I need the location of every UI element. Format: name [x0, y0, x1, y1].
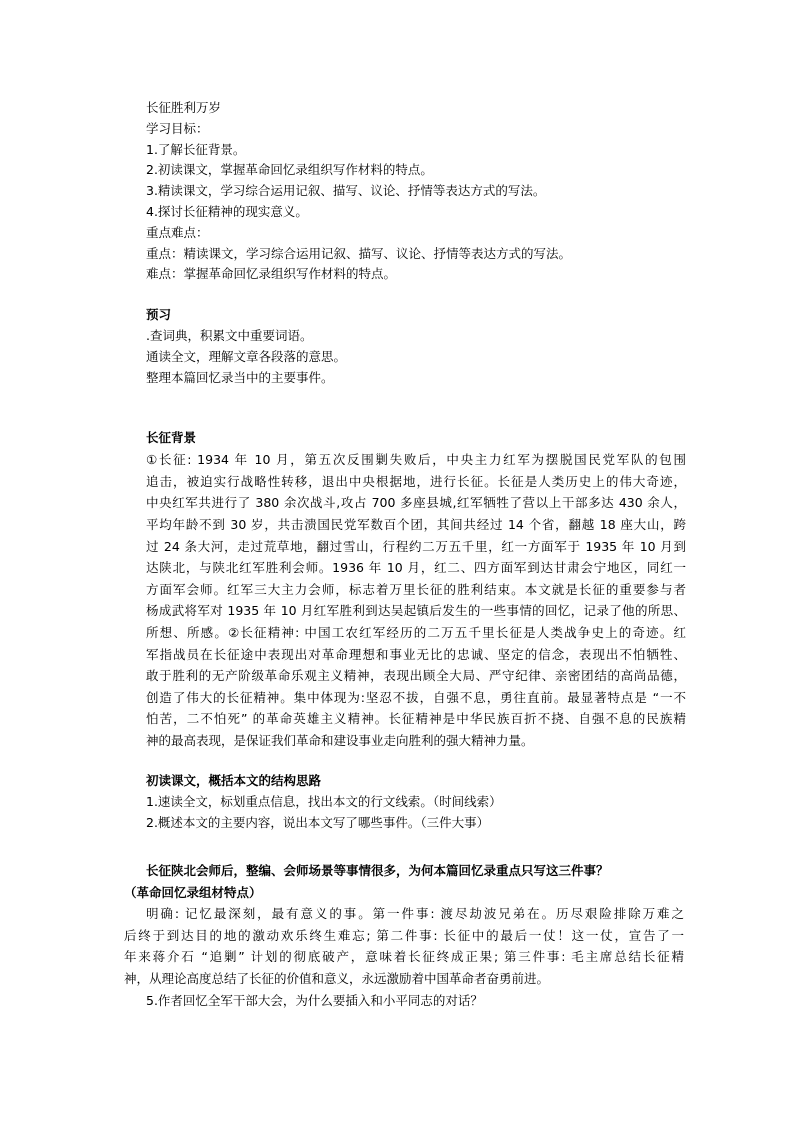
- objective-item: 2.初读课文，掌握革命回忆录组织写作材料的特点。: [146, 162, 433, 178]
- preview-item: 通读全文，理解文章各段落的意思。: [146, 348, 347, 364]
- key-points-heading: 重点难点：: [146, 224, 209, 240]
- background-line: 达陕北，与陕北红军胜利会师。1936 年 10 月，红二、四方面军到达甘肃会宁地区，同红一: [146, 560, 686, 576]
- objectives-heading: 学习目标：: [146, 120, 209, 136]
- answer-line: 年来蒋介石 “追剿” 计划的彻底破产，意味着长征终成正果; 第三件事: 毛主席总结长征精: [124, 949, 684, 965]
- answer-line: 明确: 记忆最深刻，最有意义的事。第一件事: 渡尽劫波兄弟在。历尽艰险排除万难之: [146, 906, 684, 922]
- key-point: 重点：精读课文，学习综合运用记叙、描写、议论、抒情等表达方式的写法。: [146, 245, 572, 261]
- background-line: 怕苦，二不怕死” 的革命英雄主义精神。长征精神是中华民族百折不挠、自强不息的民族精: [146, 711, 686, 727]
- answer-line: 后终于到达目的地的激动欢乐终生难忘; 第二件事: 长征中的最后一仗！这一仗，宣告了一: [124, 927, 684, 943]
- background-line: 杨成武将军对 1935 年 10 月红军胜利到达吴起镇后发生的一些事情的回忆，记录了他的所思、: [146, 603, 686, 619]
- objective-item: 1.了解长征背景。: [146, 141, 246, 157]
- question-heading: 长征陕北会师后，整编、会师场景等事情很多，为何本篇回忆录重点只写这三件事？: [146, 863, 609, 878]
- document-page: [146, 98, 686, 878]
- spacer: [146, 834, 686, 854]
- background-line: ①长征: 1934 年 10 月，第五次反围剿失败后，中央主力红军为摆脱国民党军队的包围: [146, 452, 686, 468]
- spacer: [146, 388, 686, 408]
- preview-item: 整理本篇回忆录当中的主要事件。: [146, 369, 334, 385]
- spacer: [146, 751, 686, 771]
- background-line: 创造了伟大的长征精神。集中体现为:坚忍不拔，自强不息，勇往直前。最显著特点是 “一不: [146, 689, 686, 705]
- reading-item: 2.概述本文的主要内容，说出本文写了哪些事件。（三件大事）: [146, 815, 490, 831]
- background-line: 中央红军共进行了 380 余次战斗,攻占 700 多座县城,红军牺牲了营以上干部多达 430 余人，: [146, 495, 686, 511]
- background-line: 所想、所感。②长征精神: 中国工农红军经历的二万五千里长征是人类战争史上的奇迹。红: [146, 624, 686, 640]
- background-line: 神的最高表现，是保证我们革命和建设事业走向胜利的强大精神力量。: [146, 732, 534, 748]
- background-line: 方面军会师。红军三大主力会师，标志着万里长征的胜利结束。本文就是长征的重要参与者: [146, 581, 686, 597]
- question-section: [124, 860, 684, 1011]
- background-line: 过 24 条大河，走过荒草地，翻过雪山，行程约二万五千里，红一方面军于 1935 年 10 月到: [146, 538, 686, 554]
- page-title: 长征胜利万岁: [146, 100, 222, 115]
- spacer: [146, 408, 686, 428]
- answer-paragraph: [124, 903, 684, 989]
- background-line: 追击，被迫实行战略性转移，退出中央根据地，进行长征。长征是人类历史上的伟大奇迹，: [146, 473, 686, 489]
- background-heading: 长征背景: [146, 430, 197, 446]
- spacer: [146, 285, 686, 305]
- background-line: 平均年龄不到 30 岁，共击溃国民党军数百个团，其间共经过 14 个省，翻越 18 座大山，跨: [146, 516, 686, 532]
- reading-heading: 初读课文，概括本文的结构思路: [146, 773, 322, 789]
- difficult-point: 难点：掌握革命回忆录组织写作材料的特点。: [146, 266, 397, 282]
- background-line: 军指战员在长征途中表现出对革命理想和事业无比的忠诚、坚定的信念，表现出不怕牺牲、: [146, 646, 686, 662]
- preview-heading: 预习: [146, 307, 172, 323]
- reading-item: 1.速读全文，标划重点信息，找出本文的行文线索。（时间线索）: [146, 794, 502, 810]
- background-line: 敢于胜利的无产阶级革命乐观主义精神，表现出顾全大局、严守纪律、亲密团结的高尚品德，: [146, 668, 686, 684]
- question-5: 5.作者回忆全军干部大会，为什么要插入和小平同志的对话？: [146, 992, 483, 1008]
- question-heading-sub: （革命回忆录组材特点）: [124, 884, 262, 900]
- preview-item: .查词典，积累文中重要词语。: [146, 327, 313, 343]
- objective-item: 3.精读课文，学习综合运用记叙、描写、议论、抒情等表达方式的写法。: [146, 183, 546, 199]
- background-paragraph: [146, 449, 686, 751]
- answer-line: 神，从理论高度总结了长征的价值和意义，永远激励着中国革命者奋勇前进。: [124, 970, 550, 986]
- objective-item: 4.探讨长征精神的现实意义。: [146, 203, 308, 219]
